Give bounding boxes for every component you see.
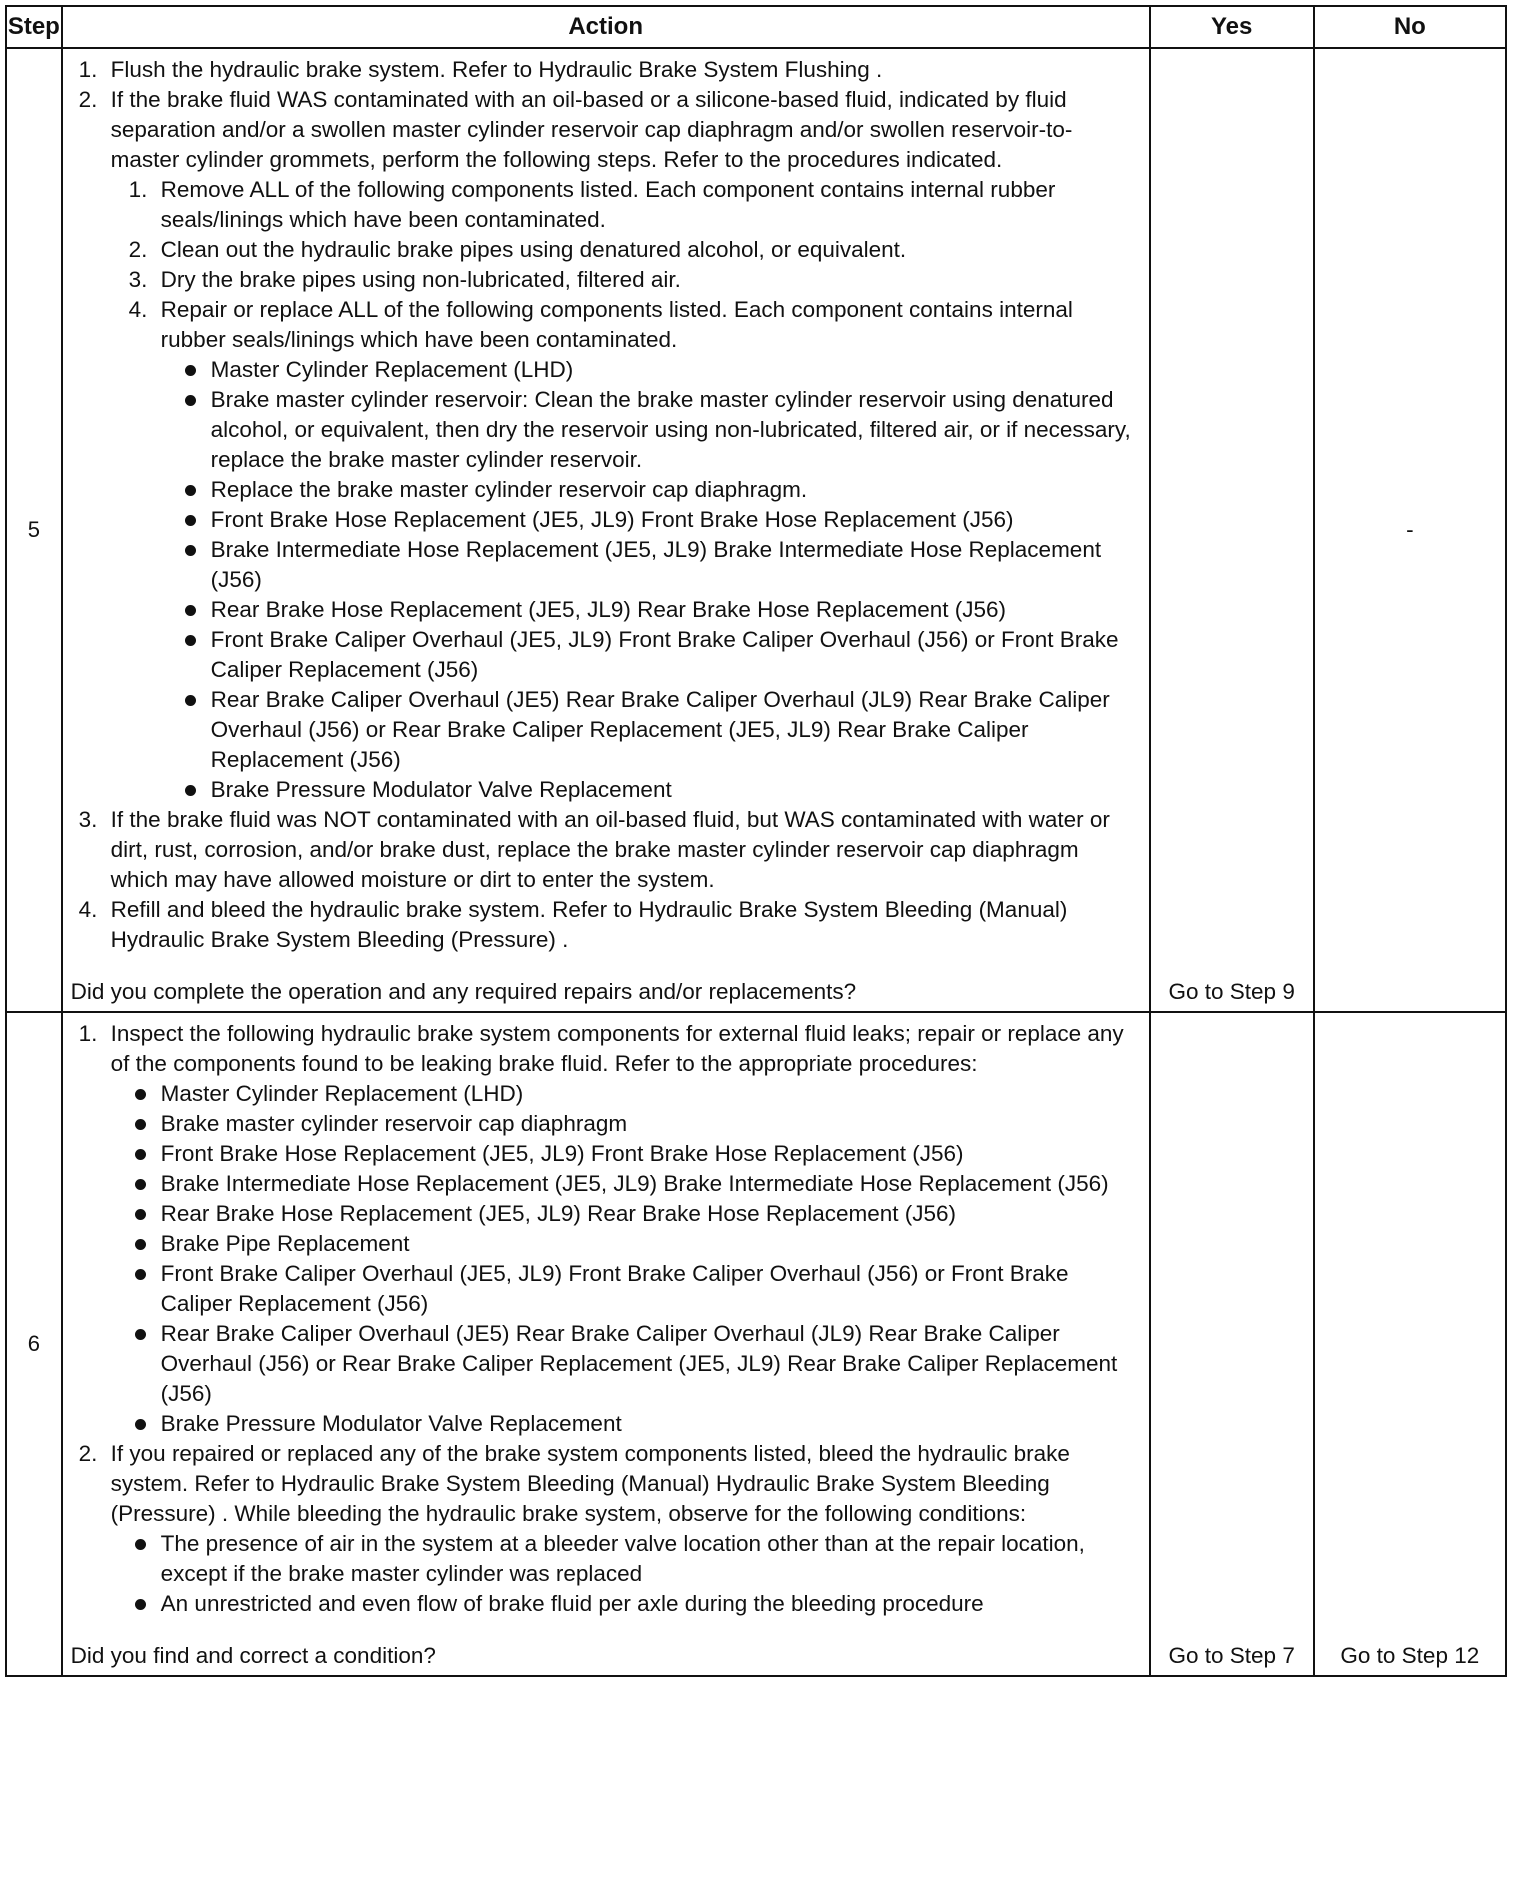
step-question: Did you find and correct a condition?	[70, 1643, 436, 1668]
sub-step-list	[111, 175, 1141, 805]
bullet-icon	[185, 785, 196, 796]
bullet-text: Rear Brake Caliper Overhaul (JE5) Rear Brake Caliper Overhaul (JL9) Rear Brake Caliper Overhaul (J56) or Rear Brake Caliper Replacement (JE5, JL9) Rear Brake Caliper Replacement (J56)	[210, 687, 1110, 772]
bullet-text: Front Brake Caliper Overhaul (JE5, JL9) Front Brake Caliper Overhaul (J56) or Front Brake Caliper Replacement (J56)	[160, 1261, 1069, 1316]
bullet-text: Rear Brake Hose Replacement (JE5, JL9) Rear Brake Hose Replacement (J56)	[210, 597, 1007, 622]
bullet-list	[111, 1529, 1141, 1619]
bullet-icon	[135, 1239, 146, 1250]
step-list	[71, 55, 1141, 955]
bullet-icon	[185, 365, 196, 376]
yes-outcome: Go to Step 7	[1150, 1012, 1314, 1676]
bullet-icon	[185, 485, 196, 496]
bullet-icon	[135, 1599, 146, 1610]
bullet-item	[161, 1079, 1141, 1109]
bullet-icon	[135, 1419, 146, 1430]
step-question: Did you complete the operation and any required repairs and/or replacements?	[70, 979, 857, 1004]
diagnostic-table	[5, 5, 1507, 1677]
bullet-text: Rear Brake Hose Replacement (JE5, JL9) Rear Brake Hose Replacement (J56)	[160, 1201, 957, 1226]
list-item	[78, 1439, 1141, 1619]
yes-outcome: Go to Step 9	[1150, 48, 1314, 1012]
item-text: Remove ALL of the following components listed. Each component contains internal rubber seals/linings which have been contaminated.	[160, 177, 1056, 232]
bullet-item	[161, 1319, 1141, 1409]
sub-list-item	[128, 175, 1141, 235]
sub-list-item	[128, 265, 1141, 295]
bullet-item	[161, 1259, 1141, 1319]
step-list	[71, 1019, 1141, 1619]
item-number: 1.	[78, 57, 98, 82]
bullet-text: Front Brake Hose Replacement (JE5, JL9) Front Brake Hose Replacement (J56)	[160, 1141, 964, 1166]
bullet-item	[161, 1229, 1141, 1259]
bullet-text: Brake master cylinder reservoir cap diaphragm	[160, 1111, 628, 1136]
bullet-list	[161, 355, 1141, 805]
bullet-text: Front Brake Hose Replacement (JE5, JL9) Front Brake Hose Replacement (J56)	[210, 507, 1014, 532]
bullet-icon	[135, 1149, 146, 1160]
bullet-item	[211, 625, 1141, 685]
item-text: Clean out the hydraulic brake pipes using denatured alcohol, or equivalent.	[160, 237, 907, 262]
list-item	[78, 805, 1141, 895]
bullet-icon	[135, 1329, 146, 1340]
bullet-icon	[135, 1209, 146, 1220]
bullet-item	[211, 475, 1141, 505]
bullet-item	[211, 595, 1141, 625]
header-row	[6, 6, 1506, 48]
bullet-item	[211, 505, 1141, 535]
bullet-item	[161, 1109, 1141, 1139]
item-number: 1.	[78, 1021, 98, 1046]
bullet-icon	[185, 695, 196, 706]
header-yes: Yes	[1150, 6, 1314, 48]
sub-list-item	[128, 235, 1141, 265]
item-text: If the brake fluid WAS contaminated with an oil-based or a silicone-based fluid, indicated by fluid separation and/or a swollen master cylinder reservoir cap diaphragm and/or swollen reservoir-to-master cylinder grommets, perform the following steps. Refer to the procedures indicated.	[110, 87, 1073, 172]
sub-list-item	[128, 295, 1141, 805]
table-row-step-6	[6, 1012, 1506, 1676]
bullet-icon	[135, 1119, 146, 1130]
bullet-text: Brake master cylinder reservoir: Clean the brake master cylinder reservoir using denatured alcohol, or equivalent, then dry the reservoir using non-lubricated, filtered air, or if necessary, replace the brake master cylinder reservoir.	[210, 387, 1131, 472]
bullet-icon	[135, 1269, 146, 1280]
bullet-text: Brake Intermediate Hose Replacement (JE5, JL9) Brake Intermediate Hose Replacement (J56)	[160, 1171, 1109, 1196]
item-number: 2.	[128, 237, 148, 262]
table-row-step-5	[6, 48, 1506, 1012]
bullet-text: Brake Pressure Modulator Valve Replacement	[160, 1411, 622, 1436]
bullet-text: Master Cylinder Replacement (LHD)	[160, 1081, 524, 1106]
action-cell	[62, 48, 1150, 1012]
step-number: 5	[6, 48, 62, 1012]
list-item	[78, 55, 1141, 85]
item-number: 1.	[128, 177, 148, 202]
item-text: If you repaired or replaced any of the brake system components listed, bleed the hydraulic brake system. Refer to Hydraulic Brake System Bleeding (Manual) Hydraulic Brake System Bleeding (Pressure) . While bleeding the hydraulic brake system, observe for the following conditions:	[110, 1441, 1070, 1526]
item-text: Dry the brake pipes using non-lubricated, filtered air.	[160, 267, 681, 292]
bullet-item	[161, 1139, 1141, 1169]
bullet-item	[161, 1529, 1141, 1589]
bullet-text: An unrestricted and even flow of brake fluid per axle during the bleeding procedure	[160, 1591, 984, 1616]
header-action: Action	[62, 6, 1150, 48]
bullet-text: Brake Pressure Modulator Valve Replacement	[210, 777, 672, 802]
bullet-item	[211, 775, 1141, 805]
item-number: 2.	[78, 1441, 98, 1466]
item-text: Flush the hydraulic brake system. Refer to Hydraulic Brake System Flushing .	[110, 57, 883, 82]
bullet-icon	[185, 515, 196, 526]
bullet-item	[161, 1169, 1141, 1199]
list-item	[78, 1019, 1141, 1439]
bullet-text: Replace the brake master cylinder reservoir cap diaphragm.	[210, 477, 808, 502]
bullet-text: Brake Intermediate Hose Replacement (JE5, JL9) Brake Intermediate Hose Replacement (J56)	[210, 537, 1102, 592]
bullet-text: The presence of air in the system at a bleeder valve location other than at the repair location, except if the brake master cylinder was replaced	[160, 1531, 1085, 1586]
bullet-icon	[135, 1089, 146, 1100]
no-outcome: -	[1314, 48, 1506, 1012]
diagnostic-table-page	[5, 5, 1507, 1677]
bullet-list	[111, 1079, 1141, 1439]
item-number: 4.	[128, 297, 148, 322]
bullet-icon	[135, 1539, 146, 1550]
bullet-text: Brake Pipe Replacement	[160, 1231, 410, 1256]
item-number: 4.	[78, 897, 98, 922]
step-number: 6	[6, 1012, 62, 1676]
bullet-icon	[135, 1179, 146, 1190]
bullet-item	[161, 1199, 1141, 1229]
bullet-icon	[185, 605, 196, 616]
bullet-item	[211, 385, 1141, 475]
bullet-item	[211, 355, 1141, 385]
item-text: Repair or replace ALL of the following components listed. Each component contains internal rubber seals/linings which have been contaminated.	[160, 297, 1073, 352]
bullet-icon	[185, 395, 196, 406]
header-no: No	[1314, 6, 1506, 48]
header-step: Step	[6, 6, 62, 48]
action-cell	[62, 1012, 1150, 1676]
bullet-icon	[185, 635, 196, 646]
item-number: 3.	[128, 267, 148, 292]
no-outcome: Go to Step 12	[1314, 1012, 1506, 1676]
item-text: Inspect the following hydraulic brake system components for external fluid leaks; repair or replace any of the components found to be leaking brake fluid. Refer to the appropriate procedures:	[110, 1021, 1124, 1076]
item-text: If the brake fluid was NOT contaminated with an oil-based fluid, but WAS contaminated with water or dirt, rust, corrosion, and/or brake dust, replace the brake master cylinder reservoir cap diaphragm which may have allowed moisture or dirt to enter the system.	[110, 807, 1110, 892]
bullet-text: Master Cylinder Replacement (LHD)	[210, 357, 574, 382]
bullet-text: Rear Brake Caliper Overhaul (JE5) Rear Brake Caliper Overhaul (JL9) Rear Brake Caliper Overhaul (J56) or Rear Brake Caliper Replacement (JE5, JL9) Rear Brake Caliper Replacement (J56)	[160, 1321, 1118, 1406]
item-number: 3.	[78, 807, 98, 832]
bullet-item	[161, 1589, 1141, 1619]
list-item	[78, 85, 1141, 805]
item-number: 2.	[78, 87, 98, 112]
bullet-item	[161, 1409, 1141, 1439]
item-text: Refill and bleed the hydraulic brake system. Refer to Hydraulic Brake System Bleeding (Manual) Hydraulic Brake System Bleeding (Pressure) .	[110, 897, 1068, 952]
bullet-icon	[185, 545, 196, 556]
bullet-item	[211, 535, 1141, 595]
bullet-text: Front Brake Caliper Overhaul (JE5, JL9) Front Brake Caliper Overhaul (J56) or Front Brake Caliper Replacement (J56)	[210, 627, 1119, 682]
bullet-item	[211, 685, 1141, 775]
list-item	[78, 895, 1141, 955]
